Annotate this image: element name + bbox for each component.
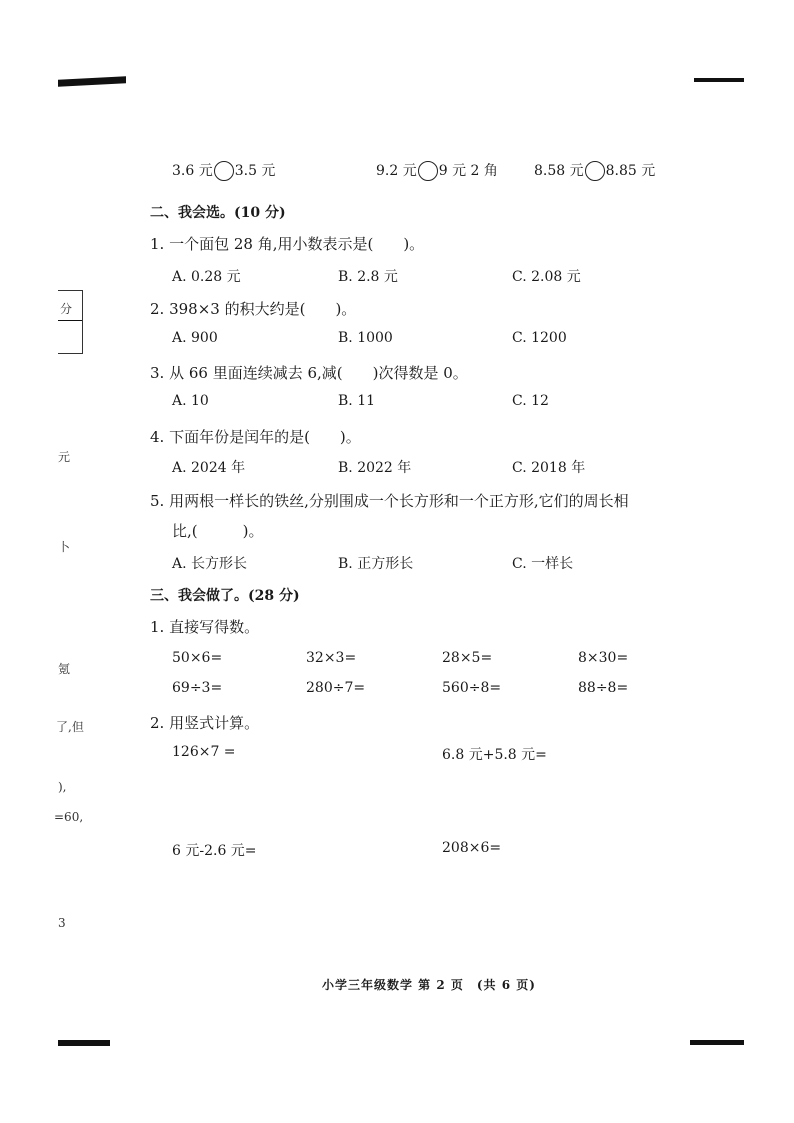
question-2-1: 1. 一个面包 28 角,用小数表示是( )。 bbox=[150, 235, 425, 253]
calc-item: 69÷3= bbox=[172, 680, 223, 696]
calc-item: 32×3= bbox=[306, 650, 357, 666]
margin-fragment: ), bbox=[58, 780, 67, 794]
option-b[interactable]: B. 正方形长 bbox=[338, 556, 414, 572]
question-2-5-cont: 比,( )。 bbox=[172, 522, 264, 540]
margin-fragment: 元 bbox=[58, 450, 71, 464]
option-a[interactable]: A. 2024 年 bbox=[172, 460, 246, 476]
option-c[interactable]: C. 2018 年 bbox=[512, 460, 586, 476]
compare-item-2 bbox=[376, 160, 498, 181]
option-c[interactable]: C. 一样长 bbox=[512, 556, 574, 572]
margin-fragment: 氪 bbox=[58, 662, 71, 676]
option-b[interactable]: B. 2.8 元 bbox=[338, 269, 398, 285]
compare-left: 8.58 元 bbox=[534, 163, 584, 179]
option-b[interactable]: B. 1000 bbox=[338, 330, 393, 346]
calc-item: 28×5= bbox=[442, 650, 493, 666]
compare-item-1 bbox=[172, 160, 275, 181]
calc-item: 280÷7= bbox=[306, 680, 366, 696]
margin-fragment: 分 bbox=[60, 302, 73, 316]
option-c[interactable]: C. 2.08 元 bbox=[512, 269, 581, 285]
vertical-calc-item: 6.8 元+5.8 元= bbox=[442, 747, 547, 763]
margin-fragment: =60, bbox=[54, 810, 84, 824]
question-2-2: 2. 398×3 的积大约是( )。 bbox=[150, 300, 357, 318]
compare-right: 3.5 元 bbox=[234, 163, 276, 179]
margin-fragment: 3 bbox=[58, 916, 66, 930]
scan-edge-top-right bbox=[694, 78, 744, 82]
question-2-4: 4. 下面年份是闰年的是( )。 bbox=[150, 428, 361, 446]
section-3-title: 三、我会做了。(28 分) bbox=[150, 588, 300, 604]
compare-circle-blank[interactable] bbox=[585, 161, 605, 181]
margin-fragment: 了,但 bbox=[56, 720, 84, 734]
compare-right: 9 元 2 角 bbox=[438, 163, 498, 179]
question-2-5: 5. 用两根一样长的铁丝,分别围成一个长方形和一个正方形,它们的周长相 bbox=[150, 492, 629, 510]
compare-left: 3.6 元 bbox=[172, 163, 213, 179]
option-a[interactable]: A. 长方形长 bbox=[172, 556, 248, 572]
calc-item: 50×6= bbox=[172, 650, 223, 666]
question-3-1: 1. 直接写得数。 bbox=[150, 618, 260, 636]
calc-item: 8×30= bbox=[578, 650, 629, 666]
scan-edge-bottom-left bbox=[58, 1040, 110, 1046]
score-box-divider bbox=[58, 320, 82, 321]
compare-item-3 bbox=[534, 160, 655, 181]
section-2-title: 二、我会选。(10 分) bbox=[150, 205, 286, 221]
scan-edge-bottom-right bbox=[690, 1040, 744, 1045]
option-a[interactable]: A. 900 bbox=[172, 330, 218, 346]
question-2-3: 3. 从 66 里面连续减去 6,减( )次得数是 0。 bbox=[150, 364, 468, 382]
vertical-calc-item: 126×7 = bbox=[172, 744, 236, 760]
option-a[interactable]: A. 0.28 元 bbox=[172, 269, 241, 285]
option-c[interactable]: C. 12 bbox=[512, 393, 549, 409]
scan-edge-top-left bbox=[58, 76, 126, 87]
compare-circle-blank[interactable] bbox=[214, 161, 234, 181]
compare-right: 8.85 元 bbox=[605, 163, 656, 179]
option-b[interactable]: B. 2022 年 bbox=[338, 460, 412, 476]
margin-fragment: 卜 bbox=[58, 540, 71, 554]
option-b[interactable]: B. 11 bbox=[338, 393, 376, 409]
compare-circle-blank[interactable] bbox=[418, 161, 438, 181]
option-a[interactable]: A. 10 bbox=[172, 393, 209, 409]
compare-left: 9.2 元 bbox=[376, 163, 417, 179]
calc-item: 560÷8= bbox=[442, 680, 502, 696]
vertical-calc-item: 208×6= bbox=[442, 840, 502, 856]
question-3-2: 2. 用竖式计算。 bbox=[150, 714, 260, 732]
option-c[interactable]: C. 1200 bbox=[512, 330, 567, 346]
page-footer: 小学三年级数学 第 2 页 (共 6 页) bbox=[322, 978, 536, 992]
calc-item: 88÷8= bbox=[578, 680, 629, 696]
vertical-calc-item: 6 元-2.6 元= bbox=[172, 843, 257, 859]
